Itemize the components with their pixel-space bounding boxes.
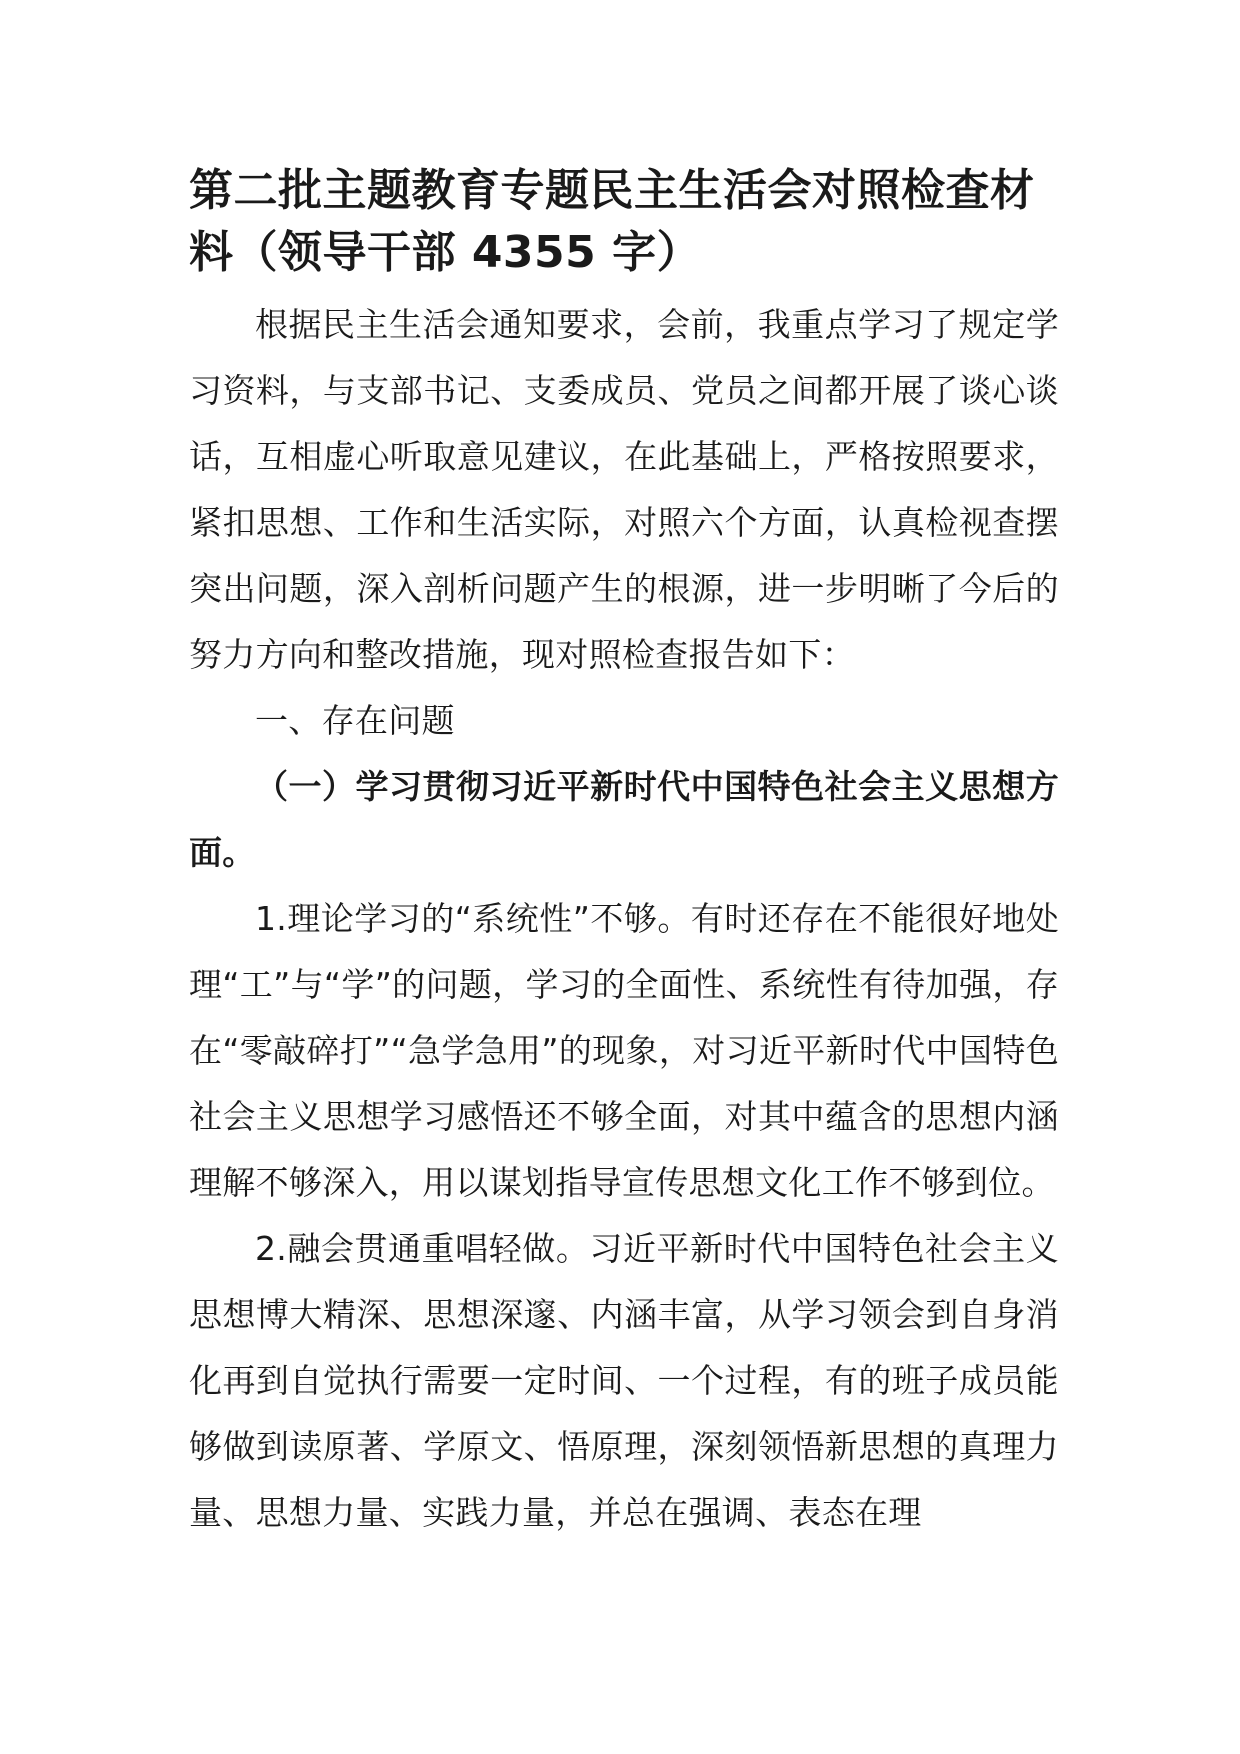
section-heading-problems: 一、存在问题 <box>255 701 455 740</box>
document-title: 第二批主题教育专题民主生活会对照检查材料（领导干部 4355 字） <box>189 165 1035 278</box>
document-body <box>189 160 1059 1546</box>
paragraph-point-2: 2.融会贯通重唱轻做。习近平新时代中国特色社会主义思想博大精深、思想深邃、内涵丰富，从学习领会到自身消化再到自觉执行需要一定时间、一个过程，有的班子成员能够做到读原著、学原文、悟原理，深刻领悟新思想的真理力量、思想力量、实践力量，并总在强调、表态在理 <box>189 1229 1059 1532</box>
subsection-heading-study: （一）学习贯彻习近平新时代中国特色社会主义思想方面。 <box>189 767 1059 872</box>
paragraph-point-1: 1.理论学习的“系统性”不够。有时还存在不能很好地处理“工”与“学”的问题，学习的全面性、系统性有待加强，存在“零敲碎打”“急学急用”的现象，对习近平新时代中国特色社会主义思想学习感悟还不够全面，对其中蕴含的思想内涵理解不够深入，用以谋划指导宣传思想文化工作不够到位。 <box>189 899 1059 1202</box>
paragraph-intro: 根据民主生活会通知要求，会前，我重点学习了规定学习资料，与支部书记、支委成员、党员之间都开展了谈心谈话，互相虚心听取意见建议，在此基础上，严格按照要求，紧扣思想、工作和生活实际，对照六个方面，认真检视查摆突出问题，深入剖析问题产生的根源，进一步明晰了今后的努力方向和整改措施，现对照检查报告如下： <box>189 305 1059 674</box>
